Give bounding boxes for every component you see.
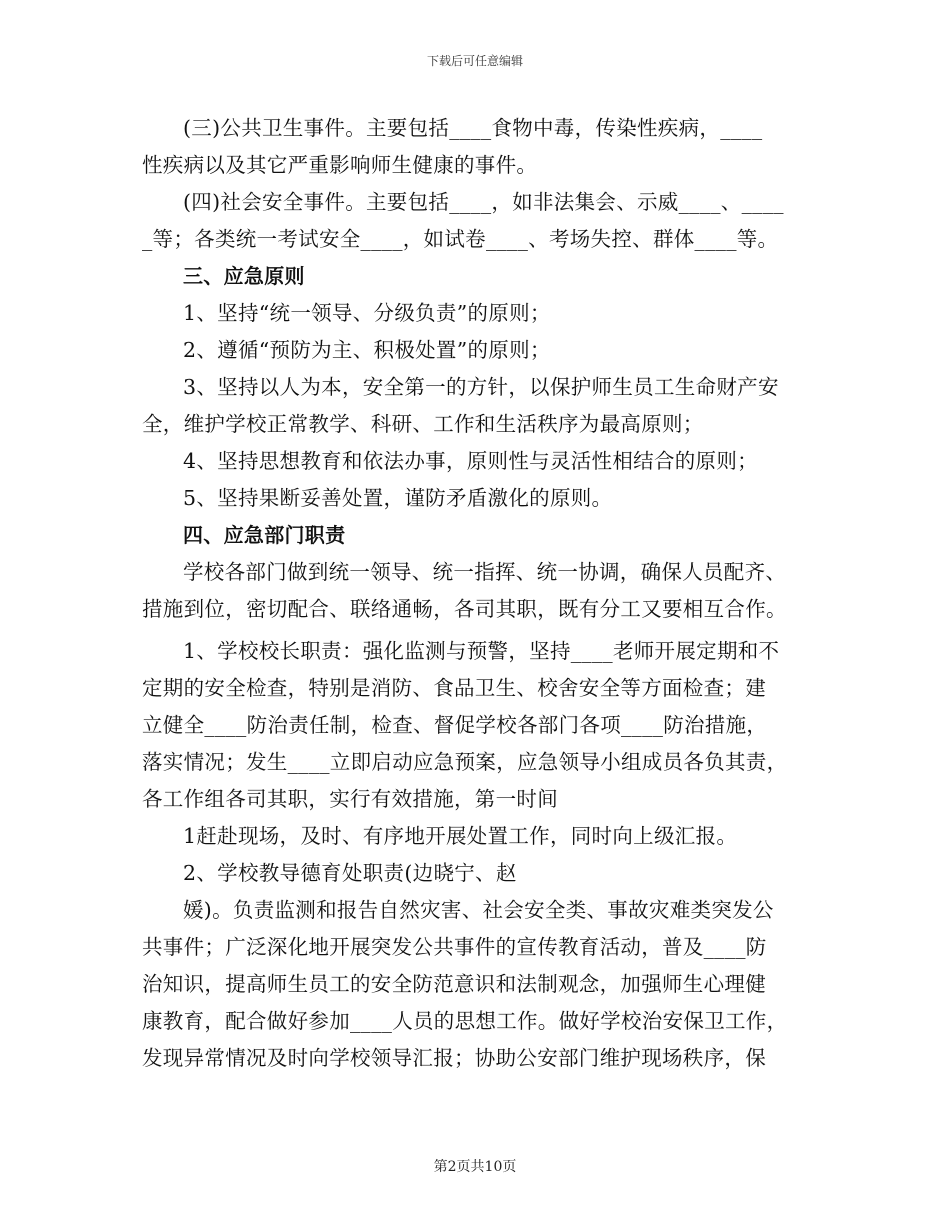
paragraph-line: 落实情况；发生____立即启动应急预案，应急领导小组成员各负其责，: [142, 750, 788, 774]
paragraph-line: 各工作组各司其职，实行有效措施，第一时间: [142, 787, 558, 811]
paragraph-line: 共事件；广泛深化地开展突发公共事件的宣传教育活动，普及____防: [142, 935, 767, 959]
section-heading: 四、应急部门职责: [183, 523, 346, 547]
paragraph-line: (四)社会安全事件。主要包括____，如非法集会、示威____、____: [183, 190, 784, 214]
paragraph-line: 1赶赴现场，及时、有序地开展处置工作，同时向上级汇报。: [183, 824, 738, 848]
paragraph-line: 媛)。负责监测和报告自然灾害、社会安全类、事故灾难类突发公: [183, 898, 774, 922]
paragraph-line: 发现异常情况及时向学校领导汇报；协助公安部门维护现场秩序，保: [142, 1046, 766, 1070]
paragraph-line: 措施到位，密切配合、联络通畅，各司其职，既有分工又要相互合作。: [142, 597, 787, 621]
paragraph-line: _等；各类统一考试安全____，如试卷____、考场失控、群体____等。: [142, 227, 779, 251]
paragraph-line: 学校各部门做到统一领导、统一指挥、统一协调，确保人员配齐、: [183, 560, 787, 584]
paragraph-line: 5、坚持果断妥善处置，谨防矛盾激化的原则。: [183, 486, 613, 510]
paragraph-line: 1、坚持“统一领导、分级负责”的原则；: [183, 301, 551, 325]
page-number: 第2页共10页: [433, 1159, 517, 1175]
paragraph-line: 立健全____防治责任制，检查、督促学校各部门各项____防治措施，: [142, 713, 768, 737]
paragraph-line: 性疾病以及其它严重影响师生健康的事件。: [142, 153, 538, 177]
section-heading: 三、应急原则: [183, 264, 305, 288]
paragraph-line: 4、坚持思想教育和依法办事，原则性与灵活性相结合的原则；: [183, 449, 758, 473]
paragraph-line: 定期的安全检查，特别是消防、食品卫生、校舍安全等方面检查；建: [142, 676, 766, 700]
paragraph-line: 1、学校校长职责：强化监测与预警，坚持____老师开展定期和不: [183, 639, 780, 663]
paragraph-line: (三)公共卫生事件。主要包括____食物中毒，传染性疾病，____: [183, 116, 763, 140]
paragraph-line: 2、遵循“预防为主、积极处置”的原则；: [183, 338, 551, 362]
paragraph-line: 3、坚持以人为本，安全第一的方针，以保护师生员工生命财产安: [183, 375, 779, 399]
paragraph-line: 康教育，配合做好参加____人员的思想工作。做好学校治安保卫工作，: [142, 1009, 788, 1033]
document-body: [142, 113, 812, 1080]
paragraph-line: 全，维护学校正常教学、科研、工作和生活秩序为最高原则；: [142, 412, 704, 436]
paragraph-line: 治知识，提高师生员工的安全防范意识和法制观念，加强师生心理健: [142, 972, 766, 996]
paragraph-line: 2、学校教导德育处职责(边晓宁、赵: [183, 861, 517, 885]
page-header-note: 下载后可任意编辑: [426, 54, 523, 68]
